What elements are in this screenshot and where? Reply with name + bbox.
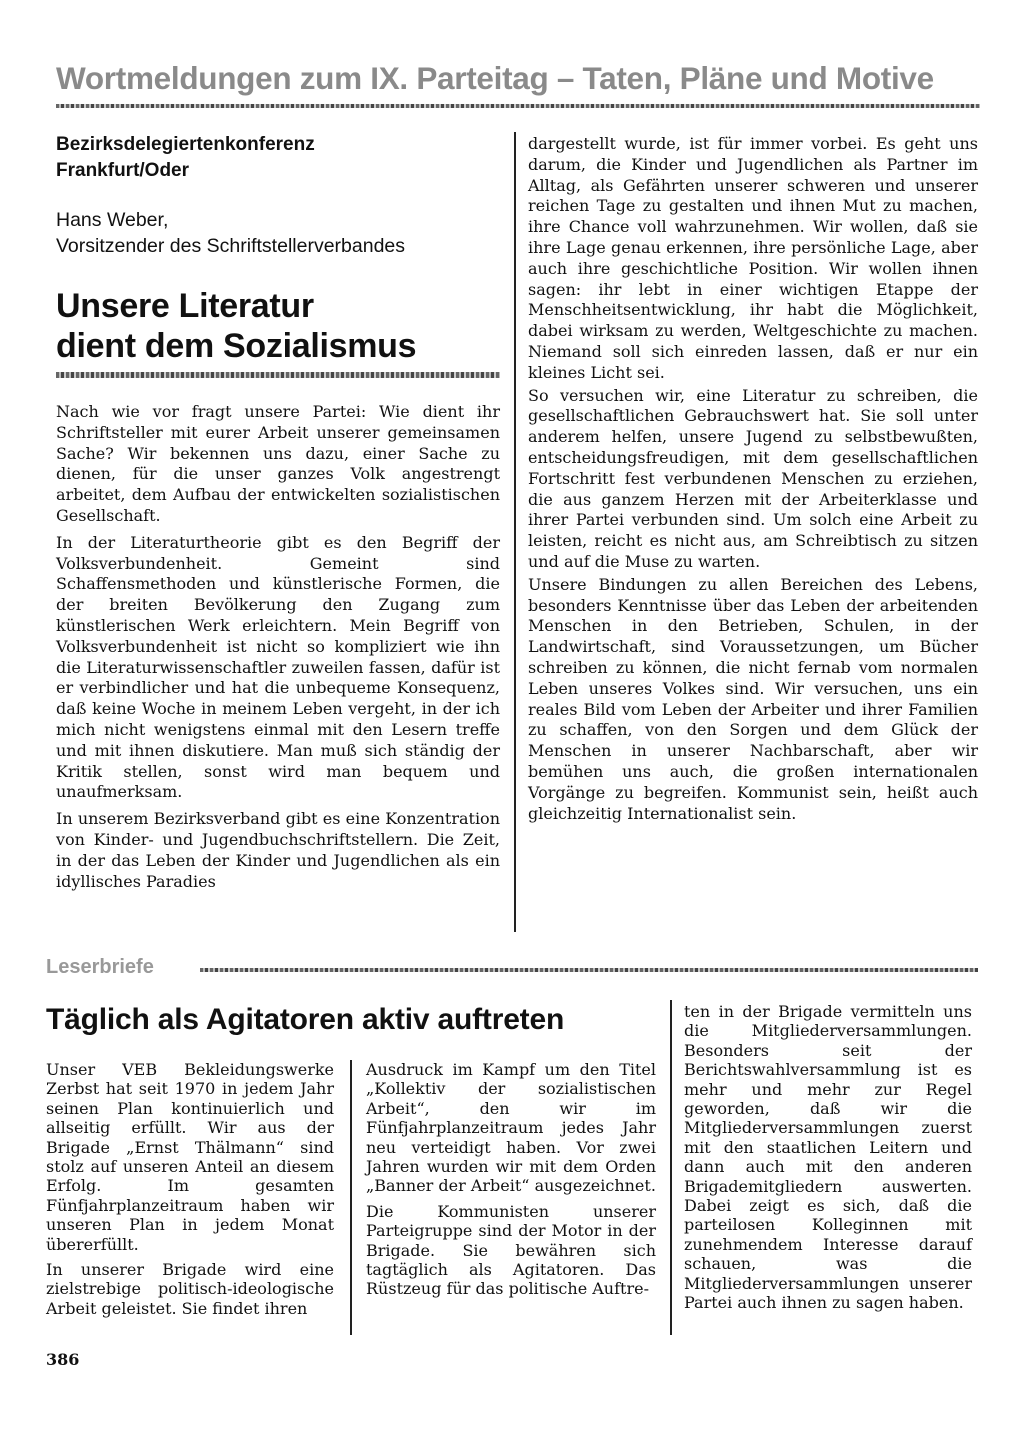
- article2-paragraph: Ausdruck im Kampf um den Titel „Kollektiv der sozialistischen Arbeit“, den wir im Fünfjahrplanzeitraum jedes Jahr neu verteidigt haben. Vor zwei Jahren wurden wir mit dem Orden „Banner der Arbeit“ ausgezeichnet.: [366, 1060, 656, 1196]
- article1-paragraph: In der Literaturtheorie gibt es den Begriff der Volksverbundenheit. Gemeint sind Schaffensmethoden und künstlerische Formen, die der breiten Bevölkerung den Zugang zum künstlerischen Werk erleichtern. Mein Begriff von Volksverbundenheit ist nicht so kompliziert wie ihn die Literaturwissenschaftler zuweilen fassen, dafür ist er verbindlicher und hat die unbequeme Konsequenz, daß keine Woche in meinem Leben vergeht, in der ich mich nicht wenigstens einmal mit den Lesern treffe und mit ihnen diskutiere. Man muß sich ständig der Kritik stellen, sonst wird man bequem und unaufmerksam.: [56, 532, 500, 802]
- article1-paragraph: dargestellt wurde, ist für immer vorbei. Es geht uns darum, die Kinder und Jugendlichen als Partner im Alltag, als Gefährten unserer schweren und unserer reichen Tage zu gestalten und ihnen Mut zu machen, ihre Chance voll wahrzunehmen. Wir wollen, daß sie ihre Lage genau erkennen, ihre persönliche Lage, aber auch ihre geschichtliche Position. Wir wollen ihnen sagen: ihr lebt in einer wichtigen Etappe der Menschheitsentwicklung, ihr habt die Möglichkeit, dabei wirksam zu werden, Weltgeschichte zu machen. Niemand soll sich einreden lassen, daß er nur ein kleines Licht sei.: [528, 134, 978, 382]
- page-number: 386: [46, 1350, 80, 1369]
- article1-right-column: [528, 134, 978, 830]
- article2-paragraph: In unserer Brigade wird eine zielstrebige politisch-ideologische Arbeit geleistet. Sie findet ihren: [46, 1260, 334, 1318]
- masthead-rule: [56, 104, 980, 108]
- article1-left-column: [56, 402, 500, 898]
- column-divider: [670, 1000, 672, 1335]
- masthead-title: Wortmeldungen zum IX. Parteitag – Taten, Pläne und Motive: [56, 60, 934, 96]
- article1-headline-line1: Unsere Literatur: [56, 287, 314, 325]
- article2-paragraph: ten in der Brigade vermitteln uns die Mitgliederversammlungen. Besonders seit der Berichtswahlversammlung ist es mehr und mehr zur Regel geworden, daß wir die Mitgliederversammlungen zuerst mit den staatlichen Leitern und dann auch mit den anderen Brigademitgliedern auswerten. Dabei zeigt es sich, daß die parteilosen Kolleginnen mit zunehmendem Interesse darauf schauen, was die Mitgliederversammlungen unserer Partei auch ihnen zu sagen haben.: [684, 1002, 972, 1313]
- dateline-location: Frankfurt/Oder: [56, 160, 190, 181]
- article2-paragraph: Die Kommunisten unserer Parteigruppe sind der Motor in der Brigade. Sie bewähren sich tagtäglich als Agitatoren. Das Rüstzeug für das politische Auftre-: [366, 1201, 656, 1299]
- author-role: Vorsitzender des Schriftstellerverbandes: [56, 235, 406, 257]
- article2-column-2: [366, 1060, 656, 1305]
- column-divider: [350, 1060, 352, 1335]
- article1-paragraph: Unsere Bindungen zu allen Bereichen des Lebens, besonders Kenntnisse über das Leben der arbeitenden Menschen in den Betrieben, Schulen, in der Landwirtschaft, sind Voraussetzungen, um Bücher schreiben zu können, die nicht fernab vom normalen Leben unseres Volkes sind. Wir versuchen, uns ein reales Bild vom Leben der Arbeiter und ihrer Familien zu schaffen, von den Sorgen und dem Glück der Menschen in unserer Nachbarschaft, aber wir bemühen uns auch, die großen internationalen Vorgänge zu begreifen. Kommunist sein, heißt auch gleichzeitig Internationalist sein.: [528, 574, 978, 823]
- article1-paragraph: Nach wie vor fragt unsere Partei: Wie dient ihr Schriftsteller mit eurer Arbeit unserer gemeinsamen Sache? Wir bekennen uns dazu, einer Sache zu dienen, für die unser ganzes Volk angestrengt arbeitet, dem Aufbau der entwickelten sozialistischen Gesellschaft.: [56, 402, 500, 525]
- article2-paragraph: Unser VEB Bekleidungswerke Zerbst hat seit 1970 in jedem Jahr seinen Plan kontinuierlich und allseitig erfüllt. Wir aus der Brigade „Ernst Thälmann“ sind stolz auf unseren Anteil an diesem Erfolg. Im gesamten Fünfjahrplanzeitraum haben wir unseren Plan in jedem Monat übererfüllt.: [46, 1060, 334, 1254]
- article1-paragraph: So versuchen wir, eine Literatur zu schreiben, die gesellschaftlichen Gebrauchswert hat. Sie soll unter anderem helfen, unsere Jugend zu selbstbewußten, entscheidungsfreudigen, mit dem gesellschaftlichen Fortschritt fest verbundenen Menschen zu erziehen, die aus ganzem Herzen mit der Arbeiterklasse und ihrer Partei verbunden sind. Um solch eine Arbeit zu leisten, reicht es nicht aus, am Schreibtisch zu sitzen und auf die Muse zu warten.: [528, 385, 978, 571]
- section-label: Leserbriefe: [46, 956, 154, 978]
- section-rule: [200, 968, 978, 972]
- article1-headline: [56, 286, 416, 366]
- dateline: [56, 132, 315, 184]
- article2-column-1: [46, 1060, 334, 1324]
- headline-rule: [56, 372, 500, 378]
- article1-paragraph: In unserem Bezirksverband gibt es eine Konzentration von Kinder- und Jugendbuchschriftstellern. Die Zeit, in der das Leben der Kinder und Jugendlichen als ein idyllisches Paradies: [56, 809, 500, 891]
- column-divider: [514, 132, 516, 932]
- article2-column-3: [684, 1002, 972, 1319]
- byline: [56, 207, 405, 259]
- article1-headline-line2: dient dem Sozialismus: [56, 327, 417, 365]
- article2-headline: Täglich als Agitatoren aktiv auftreten: [46, 1003, 565, 1036]
- author-name: Hans Weber,: [56, 209, 169, 231]
- dateline-conference: Bezirksdelegiertenkonferenz: [56, 134, 315, 155]
